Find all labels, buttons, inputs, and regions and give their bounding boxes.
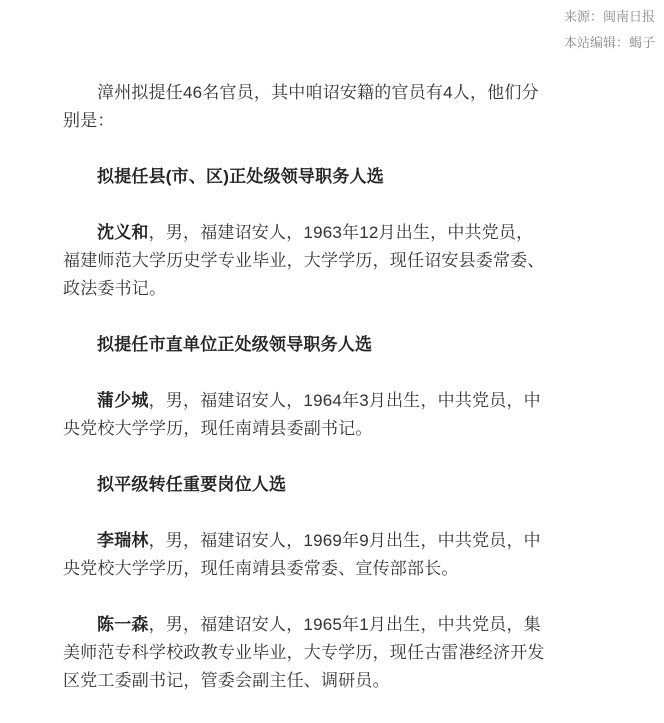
- person-paragraph-shenyihe: [63, 219, 547, 303]
- person-name-shenyihe: 沈义和: [97, 223, 149, 242]
- person-bio-pushaocheng: ，男，福建诏安人，1964年3月出生，中共党员，中央党校大学学历，现任南靖县委副书记。: [63, 391, 541, 438]
- person-bio-chenyisen: ，男，福建诏安人，1965年1月出生，中共党员，集美师范专科学校政教专业毕业，大专学历，现任古雷港经济开发区党工委副书记，管委会副主任、调研员。: [63, 615, 545, 690]
- article-body: [63, 79, 547, 723]
- editor-label: 本站编辑：蝎子: [563, 35, 655, 50]
- person-bio-shenyihe: ，男，福建诏安人，1963年12月出生，中共党员，福建师范大学历史学专业毕业，大学学历，现任诏安县委常委、政法委书记。: [63, 223, 545, 298]
- person-paragraph-liruilin: [63, 527, 547, 583]
- section-heading-municipal: 拟提任市直单位正处级领导职务人选: [97, 335, 373, 354]
- person-name-pushaocheng: 蒲少城: [97, 391, 149, 410]
- person-bio-liruilin: ，男，福建诏安人，1969年9月出生，中共党员，中央党校大学学历，现任南靖县委常委、宣传部部长。: [63, 531, 541, 578]
- intro-paragraph: 漳州拟提任46名官员，其中咱诏安籍的官员有4人，他们分别是：: [63, 83, 539, 130]
- person-name-chenyisen: 陈一森: [97, 615, 149, 634]
- section-heading-lateral-transfer: 拟平级转任重要岗位人选: [97, 475, 287, 494]
- person-name-liruilin: 李瑞林: [97, 531, 149, 550]
- section-heading-county: 拟提任县(市、区)正处级领导职务人选: [97, 167, 384, 186]
- person-paragraph-pushaocheng: [63, 387, 547, 443]
- source-label: 来源：闽南日报: [563, 9, 655, 24]
- article-meta: [564, 4, 655, 56]
- person-paragraph-chenyisen: [63, 611, 547, 695]
